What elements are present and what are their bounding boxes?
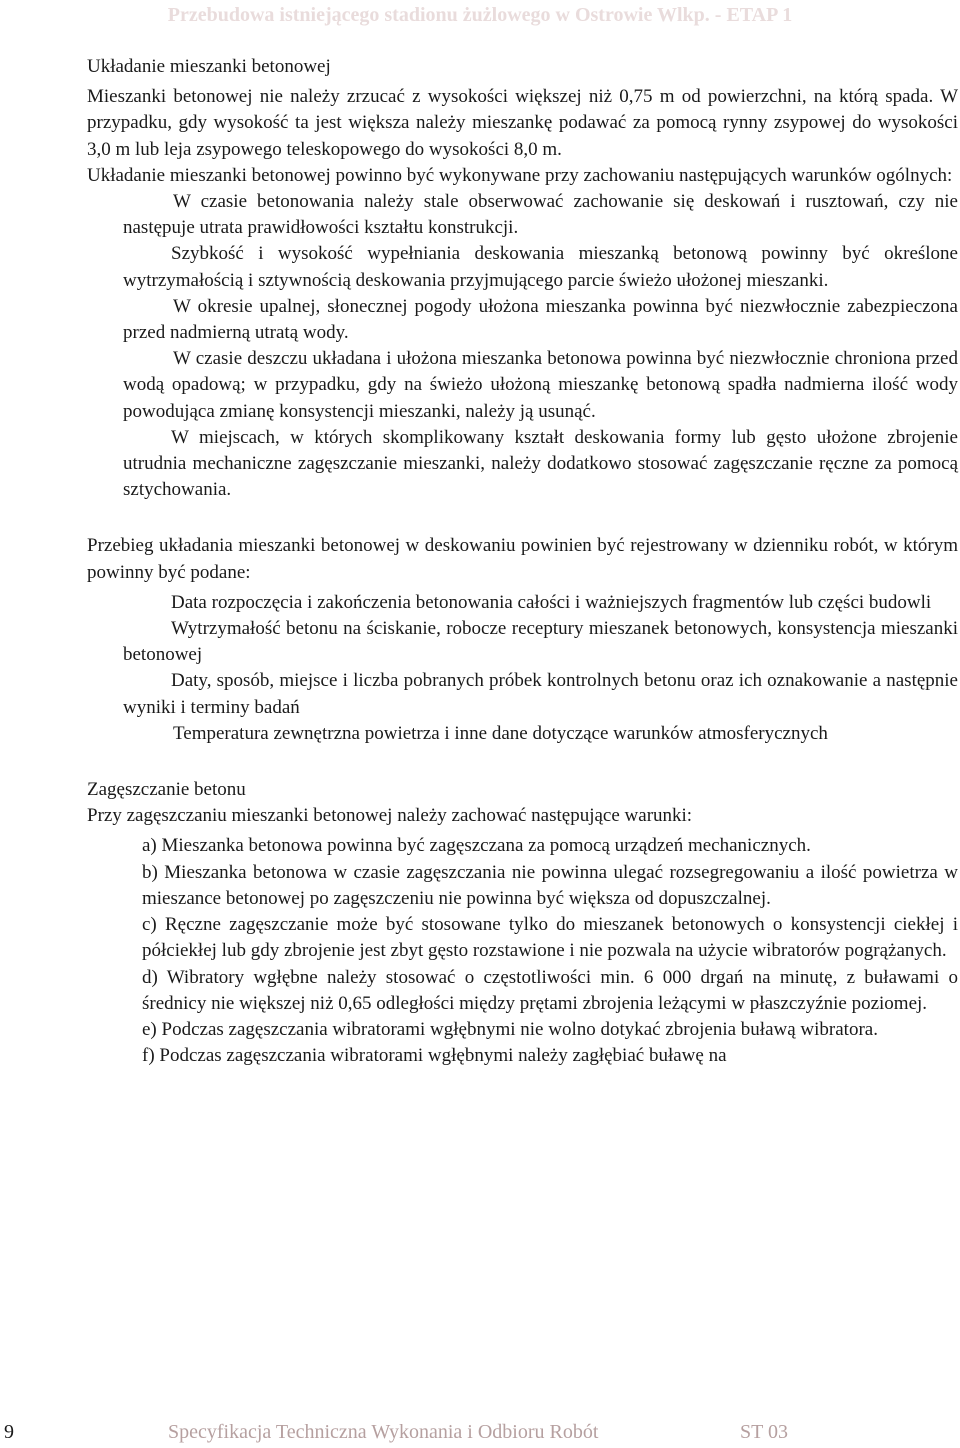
list-item-b: b) Mieszanka betonowa w czasie zagęszczania nie powinna ulegać rozsegregowaniu a ilość powietrza w mieszance betonowej po zagęszczeniu nie powinna być większa od dopuszczalnej. [142,861,958,909]
page-header: Przebudowa istniejącego stadionu żużlowego w Ostrowie Wlkp. - ETAP 1 [167,4,793,26]
page-number: 9 [4,1421,14,1443]
paragraph-compaction-conditions: Przy zagęszczaniu mieszanki betonowej należy zachować następujące warunki: [87,805,693,827]
page-footer [0,1418,960,1446]
page-content [87,54,958,1069]
paragraph-general-conditions: Układanie mieszanki betonowej powinno być wykonywane przy zachowaniu następujących warunków ogólnych: [87,164,953,186]
list-item-manual-compaction: W miejscach, w których skomplikowany kształt deskowania formy lub gęsto ułożone zbrojenie utrudnia mechaniczne zagęszczanie mieszanki, należy dodatkowo stosować zagęszczanie ręczne za pomocą sztychowania. [123,426,958,501]
list-item-d: d) Wibratory wgłębne należy stosować o częstotliwości min. 6 000 drgań na minutę, z buławami o średnicy nie większej niż 0,65 odległości między prętami zbrojenia leżącymi w płaszczyźnie poziomej. [142,966,958,1014]
list-item-temperature: Temperatura zewnętrzna powietrza i inne dane dotyczące warunków atmosferycznych [173,722,828,744]
list-item-rain: W czasie deszczu układana i ułożona mieszanka betonowa powinna być niezwłocznie chroniona przed wodą opadową; w przypadku, gdy na świeżo ułożoną mieszankę betonową spadła nadmierna ilość wody powodująca zmianę konsystencji mieszanki, należy ją usunąć. [123,348,958,422]
list-item-formwork: W czasie betonowania należy stale obserwować zachowanie się deskowań i rusztowań, czy nie następuje utrata prawidłowości kształtu konstrukcji. [123,191,958,239]
list-item-fill-speed: Szybkość i wysokość wypełniania deskowania mieszanką betonową powinny być określone wytrzymałością i sztywnością deskowania przyjmującego parcie świeżo ułożonej mieszanki. [123,243,958,291]
list-item-f: f) Podczas zagęszczania wibratorami wgłębnymi należy zagłębiać buławę na [142,1045,727,1067]
paragraph-drop-height: Mieszanki betonowej nie należy zrzucać z wysokości większej niż 0,75 m od powierzchni, na którą spada. W przypadku, gdy wysokość ta jest większa należy mieszankę podawać za pomocą rynny zsypowej do wysokości 3,0 m lub leja zsypowego teleskopowego do wysokości 8,0 m. [87,86,958,160]
paragraph-work-log: Przebieg układania mieszanki betonowej w deskowaniu powinien być rejestrowany w dzienniku robót, w którym powinny być podane: [87,535,958,583]
list-item-a: a) Mieszanka betonowa powinna być zagęszczana za pomocą urządzeń mechanicznych. [142,835,811,857]
list-item-strength: Wytrzymałość betonu na ściskanie, robocze receptury mieszanek betonowych, konsystencja mieszanki betonowej [123,618,958,666]
section-heading-compaction: Zagęszczanie betonu [87,779,246,801]
list-item-c: c) Ręczne zagęszczanie może być stosowane tylko do mieszanek betonowych o konsystencji ciekłej i półciekłej lub gdy zbrojenie jest zbyt gęsto rozstawione i nie pozwala na użycie wibratorów pogrążanych. [142,914,958,962]
list-item-samples: Daty, sposób, miejsce i liczba pobranych próbek kontrolnych betonu oraz ich oznakowanie a następnie wyniki i terminy badań [123,670,958,718]
footer-title: Specyfikacja Techniczna Wykonania i Odbioru Robót [168,1421,599,1443]
footer-code: ST 03 [740,1421,788,1443]
list-item-e: e) Podczas zagęszczania wibratorami wgłębnymi nie wolno dotykać zbrojenia buławą wibratora. [142,1018,878,1040]
list-item-hot-weather: W okresie upalnej, słonecznej pogody ułożona mieszanka powinna być niezwłocznie zabezpieczona przed nadmierną utratą wody. [123,295,958,344]
list-item-concreting-dates: Data rozpoczęcia i zakończenia betonowania całości i ważniejszych fragmentów lub części budowli [171,591,932,613]
section-heading-laying: Układanie mieszanki betonowej [87,56,331,77]
